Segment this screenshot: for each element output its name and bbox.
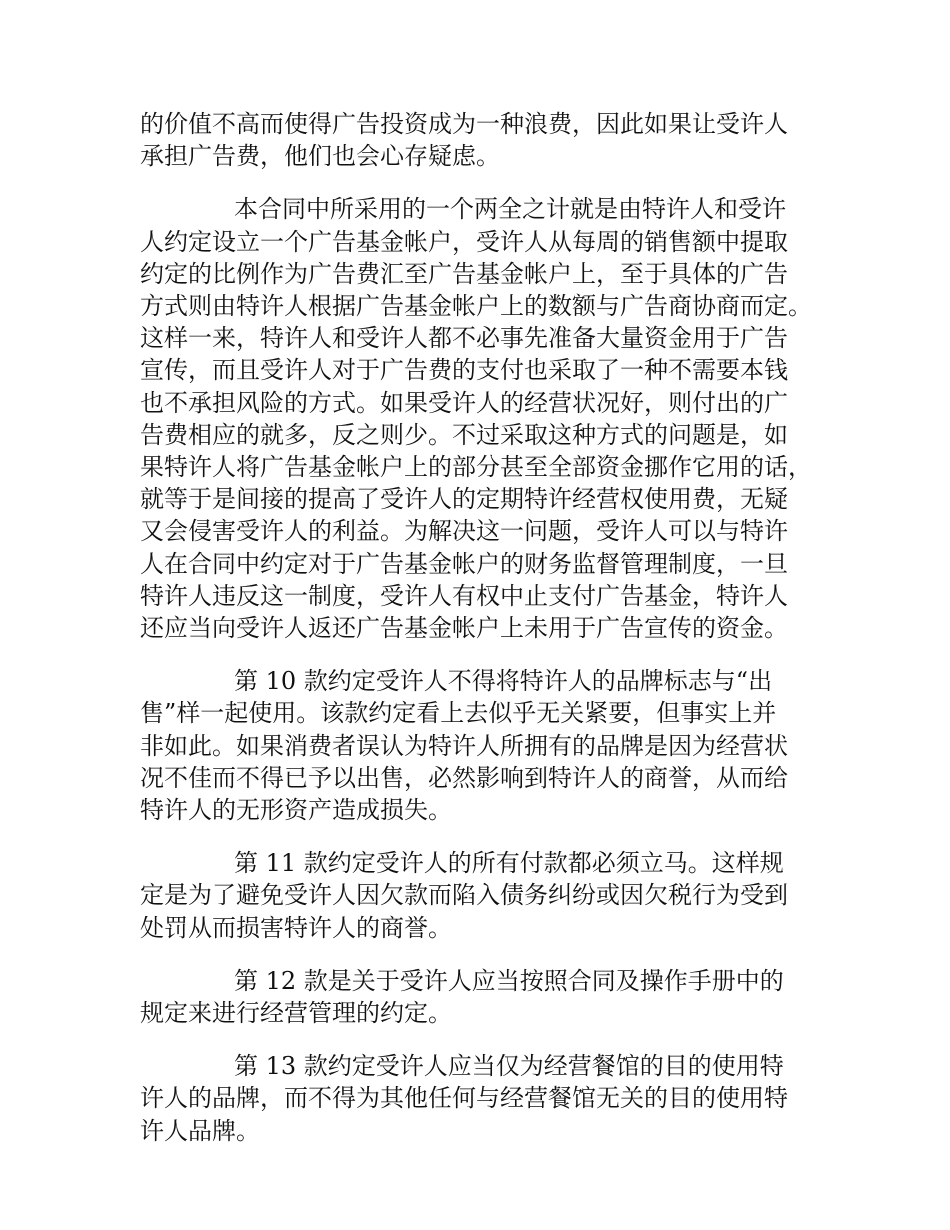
text-line: 售”样一起使用。该款约定看上去似乎无关紧要，但事实上并 (140, 699, 777, 728)
text-line: 告费相应的就多，反之则少。不过采取这种方式的问题是，如 (140, 420, 788, 449)
paragraph-advertising-concern (140, 108, 812, 172)
text-line: 果特许人将广告基金帐户上的部分甚至全部资金挪作它用的话， (140, 453, 812, 482)
paragraph-gap (140, 644, 812, 665)
document-page (140, 108, 812, 1147)
text-line: 定是为了避免受许人因欠款而陷入债务纠纷或因欠税行为受到 (140, 881, 788, 910)
text-line: 也不承担风险的方式。如果受许人的经营状况好，则付出的广 (140, 388, 788, 417)
paragraph-clause-10 (140, 665, 812, 826)
text-line: 方式则由特许人根据广告基金帐户上的数额与广告商协商而定。 (140, 292, 812, 321)
text-line: 第 13 款约定受许人应当仅为经营餐馆的目的使用特 (234, 1052, 784, 1081)
text-line: 许人的品牌，而不得为其他任何与经营餐馆无关的目的使用特 (140, 1084, 788, 1113)
text-line: 又会侵害受许人的利益。为解决这一问题，受许人可以与特许 (140, 517, 788, 546)
paragraph-gap (140, 1029, 812, 1050)
text-line: 承担广告费，他们也会心存疑虑。 (140, 142, 500, 171)
text-line: 人在合同中约定对于广告基金帐户的财务监督管理制度，一旦 (140, 549, 788, 578)
text-line: 的价值不高而使得广告投资成为一种浪费，因此如果让受许人 (140, 110, 788, 138)
text-line: 约定的比例作为广告费汇至广告基金帐户上，至于具体的广告 (140, 259, 788, 288)
text-line: 况不佳而不得已予以出售，必然影响到特许人的商誉，从而给 (140, 763, 788, 792)
text-line: 就等于是间接的提高了受许人的定期特许经营权使用费，无疑 (140, 485, 788, 514)
paragraph-clause-12 (140, 965, 812, 1029)
text-line: 第 10 款约定受许人不得将特许人的品牌标志与“出 (234, 667, 773, 696)
text-line: 第 12 款是关于受许人应当按照合同及操作手册中的 (234, 966, 784, 995)
text-line: 宣传，而且受许人对于广告费的支付也采取了一种不需要本钱 (140, 356, 788, 385)
text-line: 本合同中所采用的一个两全之计就是由特许人和受许 (234, 195, 786, 224)
paragraph-gap (140, 944, 812, 965)
paragraph-clause-11 (140, 847, 812, 944)
paragraph-advertising-fund (140, 193, 812, 644)
text-line: 特许人的无形资产造成损失。 (140, 796, 452, 825)
paragraph-clause-13 (140, 1050, 812, 1147)
text-line: 这样一来，特许人和受许人都不必事先准备大量资金用于广告 (140, 324, 788, 353)
text-line: 还应当向受许人返还广告基金帐户上未用于广告宣传的资金。 (140, 614, 788, 643)
text-line: 非如此。如果消费者误认为特许人所拥有的品牌是因为经营状 (140, 731, 788, 760)
paragraph-gap (140, 172, 812, 193)
text-line: 处罚从而损害特许人的商誉。 (140, 913, 452, 942)
text-line: 许人品牌。 (140, 1116, 260, 1145)
text-line: 特许人违反这一制度，受许人有权中止支付广告基金，特许人 (140, 581, 788, 610)
text-line: 人约定设立一个广告基金帐户，受许人从每周的销售额中提取 (140, 227, 788, 256)
paragraph-gap (140, 826, 812, 847)
text-line: 规定来进行经营管理的约定。 (140, 999, 452, 1028)
text-line: 第 11 款约定受许人的所有付款都必须立马。这样规 (234, 849, 784, 878)
